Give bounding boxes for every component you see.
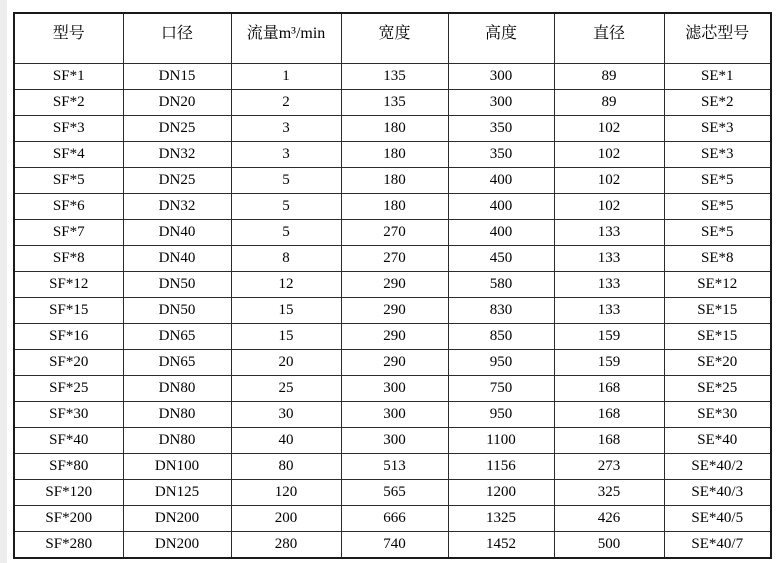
table-cell: 426	[554, 506, 664, 532]
table-cell: SF*200	[14, 506, 123, 532]
table-cell: 8	[231, 246, 341, 272]
header-row	[14, 13, 771, 64]
table-cell: 30	[231, 402, 341, 428]
table-cell: 666	[341, 506, 448, 532]
table-cell: 1100	[448, 428, 554, 454]
table-cell: SE*40/5	[664, 506, 771, 532]
table-cell: SF*25	[14, 376, 123, 402]
table-cell: 850	[448, 324, 554, 350]
table-cell: 270	[341, 220, 448, 246]
table-cell: 168	[554, 376, 664, 402]
table-cell: SE*5	[664, 194, 771, 220]
scan-edge-strip	[0, 0, 7, 563]
table-cell: 950	[448, 350, 554, 376]
table-cell: DN200	[123, 532, 231, 559]
table-cell: 159	[554, 350, 664, 376]
table-cell: 325	[554, 480, 664, 506]
table-row	[14, 64, 771, 90]
table-cell: SE*25	[664, 376, 771, 402]
table-cell: 5	[231, 168, 341, 194]
table-cell: SF*1	[14, 64, 123, 90]
table-cell: 133	[554, 246, 664, 272]
table-row	[14, 168, 771, 194]
table-row	[14, 506, 771, 532]
table-cell: SF*15	[14, 298, 123, 324]
table-cell: 159	[554, 324, 664, 350]
table-cell: DN50	[123, 272, 231, 298]
column-header-flow-rate: 流量m³/min	[231, 13, 341, 64]
table-cell: 300	[341, 376, 448, 402]
table-cell: DN25	[123, 116, 231, 142]
table-header	[14, 13, 771, 64]
table-row	[14, 142, 771, 168]
table-cell: 300	[448, 90, 554, 116]
table-cell: DN80	[123, 428, 231, 454]
table-cell: SF*20	[14, 350, 123, 376]
table-cell: DN15	[123, 64, 231, 90]
table-cell: SE*3	[664, 116, 771, 142]
table-cell: 290	[341, 298, 448, 324]
table-cell: SE*40	[664, 428, 771, 454]
table-cell: SF*30	[14, 402, 123, 428]
table-cell: DN20	[123, 90, 231, 116]
table-cell: SF*16	[14, 324, 123, 350]
table-cell: SE*40/3	[664, 480, 771, 506]
table-cell: 133	[554, 298, 664, 324]
table-cell: 565	[341, 480, 448, 506]
table-body	[14, 64, 771, 559]
table-cell: 300	[341, 428, 448, 454]
table-cell: SF*7	[14, 220, 123, 246]
table-cell: 102	[554, 142, 664, 168]
table-row	[14, 194, 771, 220]
table-cell: 280	[231, 532, 341, 559]
table-cell: SF*6	[14, 194, 123, 220]
table-cell: 180	[341, 194, 448, 220]
table-cell: SF*80	[14, 454, 123, 480]
table-cell: DN80	[123, 376, 231, 402]
table-cell: DN125	[123, 480, 231, 506]
table-cell: 89	[554, 64, 664, 90]
table-cell: SF*3	[14, 116, 123, 142]
table-row	[14, 350, 771, 376]
table-cell: 135	[341, 90, 448, 116]
table-cell: 168	[554, 428, 664, 454]
table-cell: 5	[231, 220, 341, 246]
table-cell: 5	[231, 194, 341, 220]
table-cell: SE*20	[664, 350, 771, 376]
table-cell: 2	[231, 90, 341, 116]
table-row	[14, 324, 771, 350]
table-cell: SF*280	[14, 532, 123, 559]
table-cell: 350	[448, 142, 554, 168]
table-cell: SF*2	[14, 90, 123, 116]
table-cell: DN25	[123, 168, 231, 194]
table-cell: SE*40/7	[664, 532, 771, 559]
table-cell: DN40	[123, 220, 231, 246]
table-cell: 740	[341, 532, 448, 559]
table-cell: 12	[231, 272, 341, 298]
table-cell: 1452	[448, 532, 554, 559]
table-row	[14, 246, 771, 272]
table-row	[14, 298, 771, 324]
table-cell: 350	[448, 116, 554, 142]
table-cell: SE*3	[664, 142, 771, 168]
table-cell: 950	[448, 402, 554, 428]
table-cell: DN32	[123, 142, 231, 168]
table-cell: 290	[341, 272, 448, 298]
table-row	[14, 402, 771, 428]
table-cell: 300	[448, 64, 554, 90]
table-cell: SE*8	[664, 246, 771, 272]
table-cell: 750	[448, 376, 554, 402]
table-cell: 40	[231, 428, 341, 454]
table-cell: 273	[554, 454, 664, 480]
table-cell: 500	[554, 532, 664, 559]
table-cell: 89	[554, 90, 664, 116]
table-cell: SE*30	[664, 402, 771, 428]
table-cell: SF*12	[14, 272, 123, 298]
table-cell: 133	[554, 220, 664, 246]
table-cell: SE*40/2	[664, 454, 771, 480]
table-cell: SE*1	[664, 64, 771, 90]
table-cell: 102	[554, 194, 664, 220]
table-cell: 270	[341, 246, 448, 272]
table-cell: 135	[341, 64, 448, 90]
table-cell: 25	[231, 376, 341, 402]
table-cell: DN40	[123, 246, 231, 272]
table-cell: SF*120	[14, 480, 123, 506]
table-cell: SE*5	[664, 168, 771, 194]
table-cell: 200	[231, 506, 341, 532]
table-cell: 180	[341, 168, 448, 194]
table-row	[14, 428, 771, 454]
column-header-model: 型号	[14, 13, 123, 64]
table-cell: DN50	[123, 298, 231, 324]
filter-spec-table	[13, 12, 772, 559]
table-cell: 580	[448, 272, 554, 298]
table-cell: 513	[341, 454, 448, 480]
table-cell: 450	[448, 246, 554, 272]
table-cell: DN100	[123, 454, 231, 480]
table-cell: 15	[231, 298, 341, 324]
table-cell: SE*5	[664, 220, 771, 246]
table-row	[14, 376, 771, 402]
table-cell: SE*15	[664, 324, 771, 350]
table-cell: DN65	[123, 350, 231, 376]
column-header-caliber: 口径	[123, 13, 231, 64]
table-cell: 290	[341, 350, 448, 376]
table-cell: 830	[448, 298, 554, 324]
table-cell: SF*8	[14, 246, 123, 272]
table-cell: 290	[341, 324, 448, 350]
table-cell: DN200	[123, 506, 231, 532]
table-cell: DN32	[123, 194, 231, 220]
table-row	[14, 220, 771, 246]
table-row	[14, 116, 771, 142]
table-cell: DN65	[123, 324, 231, 350]
table-cell: SF*40	[14, 428, 123, 454]
column-header-height: 高度	[448, 13, 554, 64]
table-cell: 400	[448, 194, 554, 220]
table-cell: 168	[554, 402, 664, 428]
table-cell: 180	[341, 142, 448, 168]
table-cell: SE*15	[664, 298, 771, 324]
table-cell: DN80	[123, 402, 231, 428]
table-cell: SF*4	[14, 142, 123, 168]
table-cell: 80	[231, 454, 341, 480]
table-cell: 20	[231, 350, 341, 376]
table-cell: 15	[231, 324, 341, 350]
table-cell: 120	[231, 480, 341, 506]
table-row	[14, 90, 771, 116]
table-cell: 400	[448, 220, 554, 246]
table-cell: 180	[341, 116, 448, 142]
column-header-diameter: 直径	[554, 13, 664, 64]
table-cell: 1325	[448, 506, 554, 532]
table-cell: 400	[448, 168, 554, 194]
table-cell: SE*12	[664, 272, 771, 298]
table-cell: 102	[554, 116, 664, 142]
table-cell: 133	[554, 272, 664, 298]
table-cell: SE*2	[664, 90, 771, 116]
table-cell: 300	[341, 402, 448, 428]
table-cell: 3	[231, 116, 341, 142]
table-cell: SF*5	[14, 168, 123, 194]
table-row	[14, 480, 771, 506]
table-cell: 102	[554, 168, 664, 194]
table-cell: 3	[231, 142, 341, 168]
table-row	[14, 532, 771, 559]
table-row	[14, 272, 771, 298]
column-header-filter-model: 滤芯型号	[664, 13, 771, 64]
column-header-width: 宽度	[341, 13, 448, 64]
table-cell: 1	[231, 64, 341, 90]
table-cell: 1156	[448, 454, 554, 480]
table-cell: 1200	[448, 480, 554, 506]
table-row	[14, 454, 771, 480]
